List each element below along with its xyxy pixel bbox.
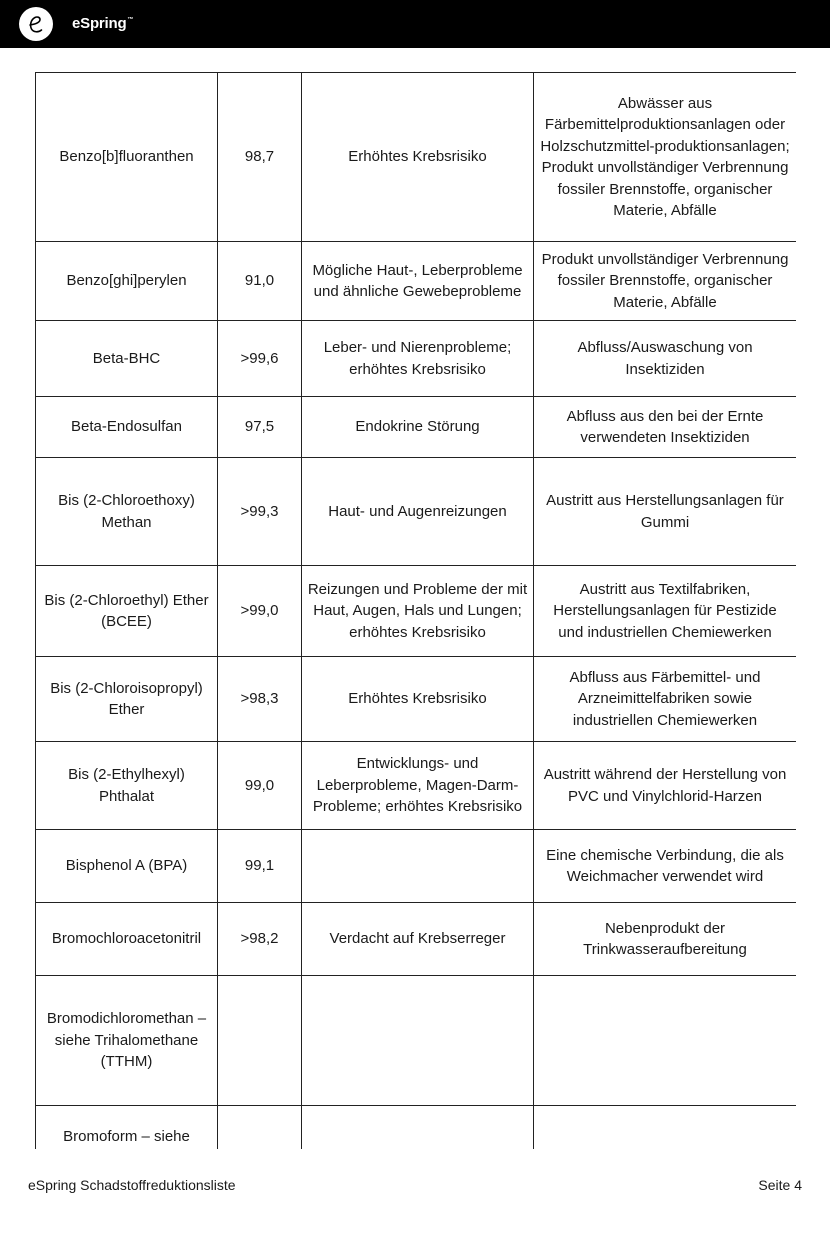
reduction-cell: 99,1 xyxy=(218,830,302,903)
table-row xyxy=(36,903,797,976)
table-row xyxy=(36,73,797,242)
table-row xyxy=(36,397,797,458)
reduction-cell: >99,3 xyxy=(218,458,302,566)
source-cell: Produkt unvollständiger Verbrennung fossiler Brennstoffe, organischer Materie, Abfälle xyxy=(534,242,797,321)
source-cell xyxy=(534,1106,797,1150)
table-row xyxy=(36,566,797,657)
substance-cell: Beta-Endosulfan xyxy=(36,397,218,458)
reduction-cell: 98,7 xyxy=(218,73,302,242)
effect-cell xyxy=(302,1106,534,1150)
source-cell: Abfluss aus den bei der Ernte verwendeten Insektiziden xyxy=(534,397,797,458)
substance-cell: Bromodichloromethan – siehe Trihalomethane (TTHM) xyxy=(36,976,218,1106)
reduction-cell xyxy=(218,976,302,1106)
substance-cell: Bis (2-Chloroethyl) Ether (BCEE) xyxy=(36,566,218,657)
footer-document-title: eSpring Schadstoffreduktionsliste xyxy=(28,1177,236,1193)
table-row xyxy=(36,242,797,321)
substance-cell: Bisphenol A (BPA) xyxy=(36,830,218,903)
table-row xyxy=(36,742,797,830)
reduction-cell: >98,3 xyxy=(218,657,302,742)
effect-cell xyxy=(302,976,534,1106)
source-cell: Austritt aus Herstellungsanlagen für Gummi xyxy=(534,458,797,566)
reduction-cell: 91,0 xyxy=(218,242,302,321)
substance-cell: Beta-BHC xyxy=(36,321,218,397)
effect-cell: Erhöhtes Krebsrisiko xyxy=(302,657,534,742)
contaminant-table xyxy=(35,72,796,1149)
reduction-cell: >98,2 xyxy=(218,903,302,976)
espring-logo-icon xyxy=(19,7,53,41)
reduction-cell xyxy=(218,1106,302,1150)
reduction-cell: 97,5 xyxy=(218,397,302,458)
brand-name: eSpring™ xyxy=(72,15,134,32)
source-cell: Abfluss aus Färbemittel- und Arzneimittelfabriken sowie industriellen Chemiewerken xyxy=(534,657,797,742)
source-cell xyxy=(534,976,797,1106)
substance-cell: Bromochloroacetonitril xyxy=(36,903,218,976)
substance-cell: Benzo[ghi]perylen xyxy=(36,242,218,321)
effect-cell: Entwicklungs- und Leberprobleme, Magen-Darm-Probleme; erhöhtes Krebsrisiko xyxy=(302,742,534,830)
effect-cell xyxy=(302,830,534,903)
effect-cell: Reizungen und Probleme der mit Haut, Augen, Hals und Lungen; erhöhtes Krebsrisiko xyxy=(302,566,534,657)
table-row xyxy=(36,458,797,566)
substance-cell: Bis (2-Chloroisopropyl) Ether xyxy=(36,657,218,742)
substance-cell: Bromoform – siehe xyxy=(36,1106,218,1150)
contaminant-table-wrapper xyxy=(35,72,796,1149)
effect-cell: Leber- und Nierenprobleme; erhöhtes Krebsrisiko xyxy=(302,321,534,397)
effect-cell: Mögliche Haut-, Leberprobleme und ähnliche Gewebeprobleme xyxy=(302,242,534,321)
reduction-cell: 99,0 xyxy=(218,742,302,830)
header-bar xyxy=(0,0,830,48)
table-row xyxy=(36,976,797,1106)
source-cell: Abfluss/Auswaschung von Insektiziden xyxy=(534,321,797,397)
effect-cell: Verdacht auf Krebserreger xyxy=(302,903,534,976)
reduction-cell: >99,6 xyxy=(218,321,302,397)
effect-cell: Endokrine Störung xyxy=(302,397,534,458)
source-cell: Austritt während der Herstellung von PVC und Vinylchlorid-Harzen xyxy=(534,742,797,830)
table-row xyxy=(36,321,797,397)
reduction-cell: >99,0 xyxy=(218,566,302,657)
source-cell: Austritt aus Textilfabriken, Herstellungsanlagen für Pestizide und industriellen Chemiewerken xyxy=(534,566,797,657)
table-row xyxy=(36,657,797,742)
effect-cell: Haut- und Augenreizungen xyxy=(302,458,534,566)
substance-cell: Bis (2-Ethylhexyl) Phthalat xyxy=(36,742,218,830)
table-row xyxy=(36,1106,797,1150)
source-cell: Abwässer aus Färbemittelproduktionsanlagen oder Holzschutzmittel-produktionsanlagen; Produkt unvollständiger Verbrennung fossiler Brennstoffe, organischer Materie, Abfälle xyxy=(534,73,797,242)
substance-cell: Benzo[b]fluoranthen xyxy=(36,73,218,242)
effect-cell: Erhöhtes Krebsrisiko xyxy=(302,73,534,242)
source-cell: Nebenprodukt der Trinkwasseraufbereitung xyxy=(534,903,797,976)
substance-cell: Bis (2-Chloroethoxy) Methan xyxy=(36,458,218,566)
footer-page-number: Seite 4 xyxy=(758,1177,802,1193)
table-row xyxy=(36,830,797,903)
source-cell: Eine chemische Verbindung, die als Weichmacher verwendet wird xyxy=(534,830,797,903)
